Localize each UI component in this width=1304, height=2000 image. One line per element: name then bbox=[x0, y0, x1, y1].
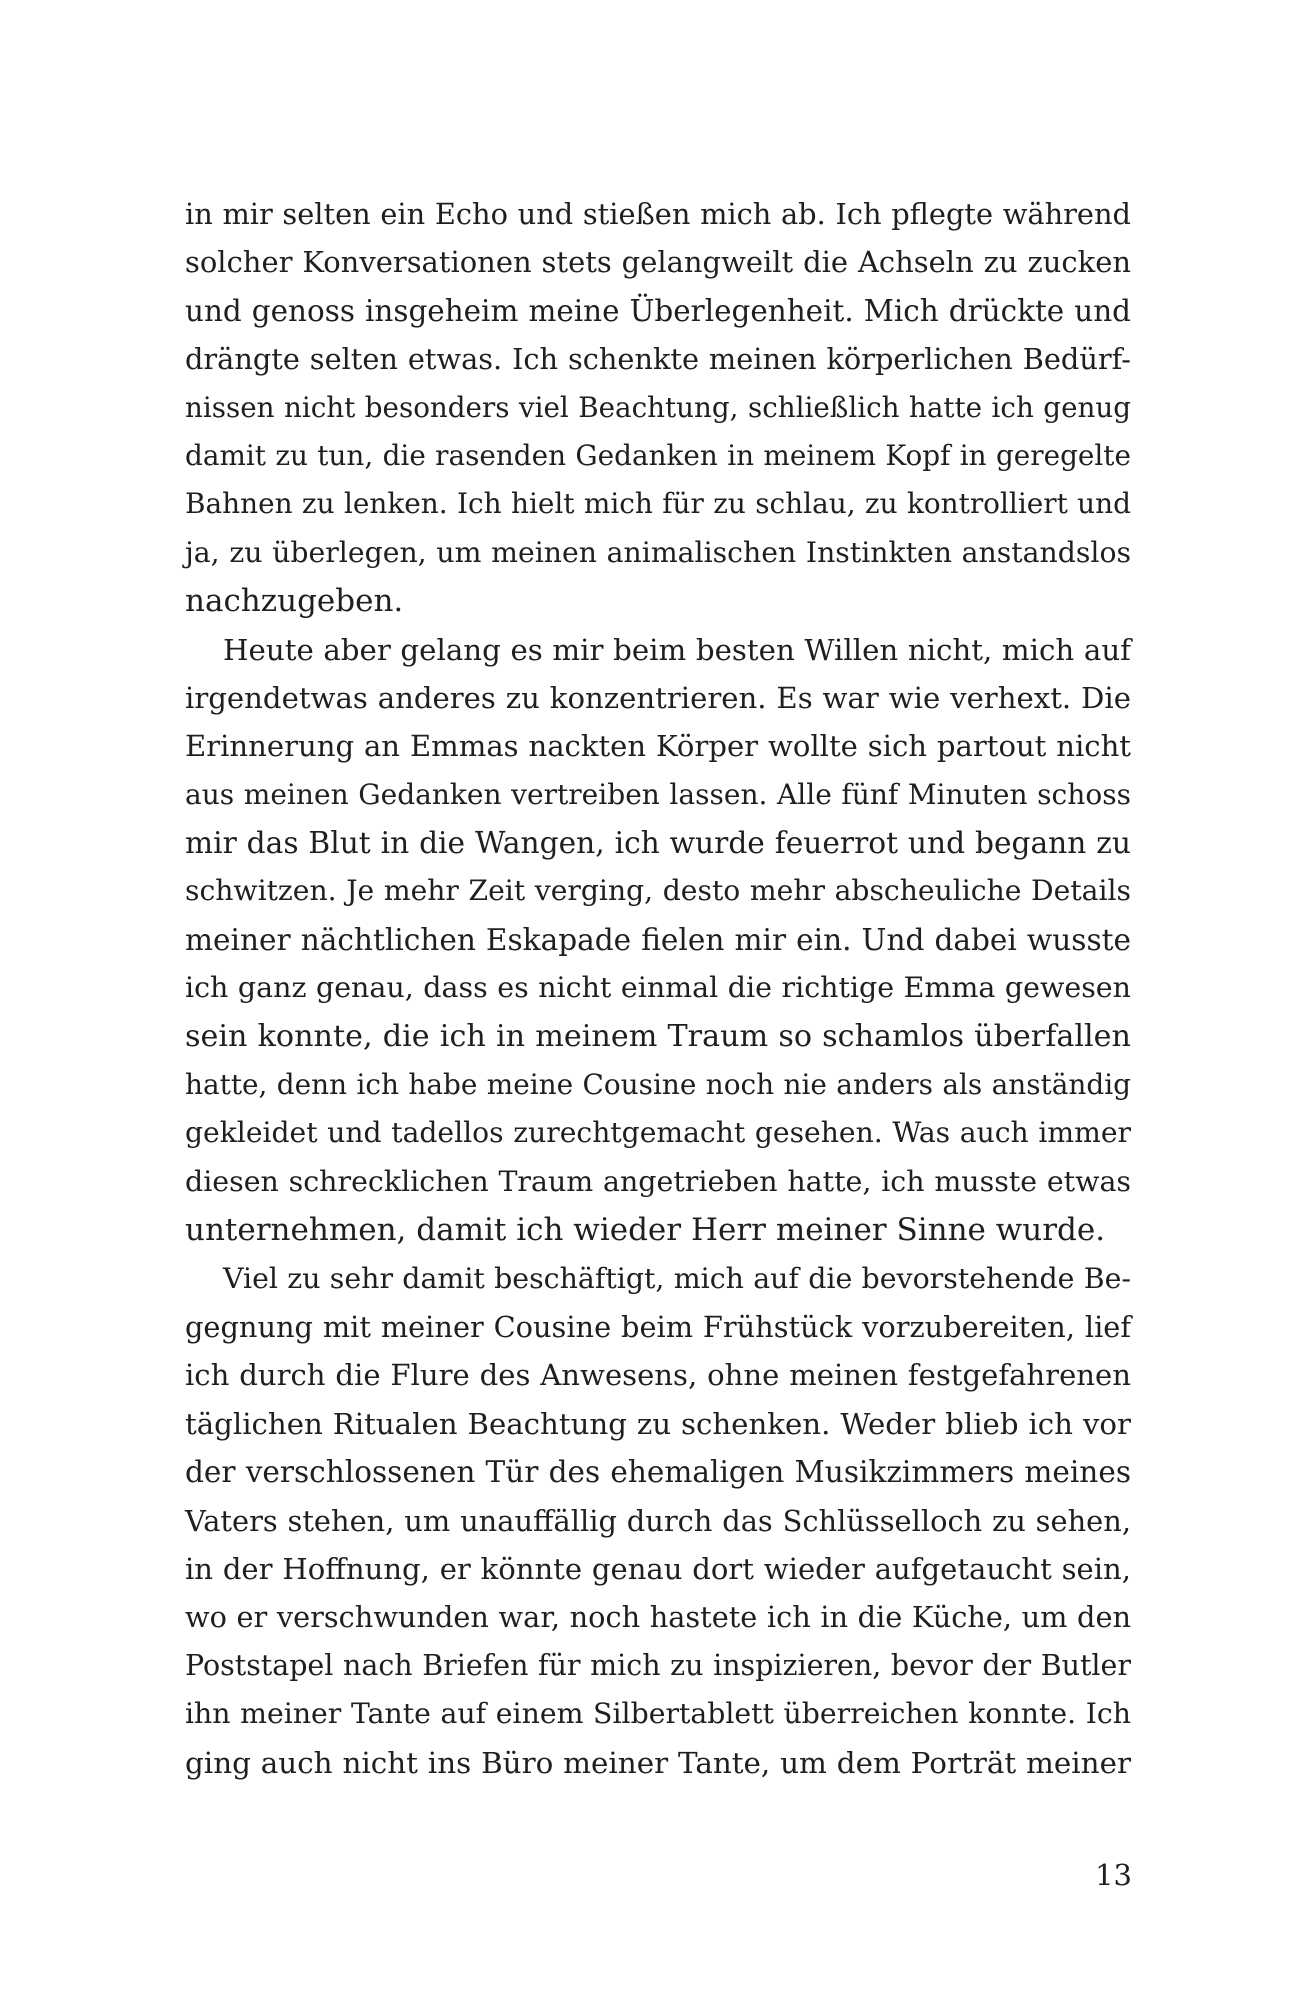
text-line: in mir selten ein Echo und stießen mich ab. Ich pflegte während bbox=[185, 197, 1131, 231]
text-line: hatte, denn ich habe meine Cousine noch nie anders als anständig bbox=[185, 1068, 1131, 1102]
text-line: in der Hoffnung, er könnte genau dort wieder aufgetaucht sein, bbox=[185, 1551, 1131, 1586]
text-line: ja, zu überlegen, um meinen animalischen Instinkten anstandslos bbox=[185, 535, 1131, 569]
text-line: ich ganz genau, dass es nicht einmal die richtige Emma gewesen bbox=[185, 971, 1131, 1005]
paragraph-3 bbox=[185, 1255, 1131, 1787]
text-line: drängte selten etwas. Ich schenkte meinen körperlichen Bedürf- bbox=[185, 342, 1131, 377]
text-line: Erinnerung an Emmas nackten Körper wollte sich partout nicht bbox=[185, 729, 1131, 764]
text-line: sein konnte, die ich in meinem Traum so schamlos überfallen bbox=[185, 1018, 1131, 1054]
text-line: Bahnen zu lenken. Ich hielt mich für zu schlau, zu kontrolliert und bbox=[185, 487, 1131, 521]
page-number: 13 bbox=[1095, 1858, 1132, 1892]
paragraph-2 bbox=[185, 626, 1131, 1255]
text-line: ihn meiner Tante auf einem Silbertablett überreichen konnte. Ich bbox=[185, 1697, 1131, 1731]
text-line: ich durch die Flure des Anwesens, ohne meinen festgefahrenen bbox=[185, 1358, 1131, 1393]
text-line: meiner nächtlichen Eskapade fielen mir ein. Und dabei wusste bbox=[185, 922, 1131, 957]
text-line: Heute aber gelang es mir beim besten Willen nicht, mich auf bbox=[223, 632, 1131, 667]
text-line: der verschlossenen Tür des ehemaligen Musikzimmers meines bbox=[185, 1455, 1131, 1490]
text-line: nissen nicht besonders viel Beachtung, schließlich hatte ich genug bbox=[185, 390, 1131, 424]
body-text bbox=[185, 190, 1131, 1787]
text-line: Poststapel nach Briefen für mich zu inspizieren, bevor der Butler bbox=[185, 1648, 1131, 1682]
text-line: schwitzen. Je mehr Zeit verging, desto mehr abscheuliche Details bbox=[185, 874, 1131, 908]
text-line: aus meinen Gedanken vertreiben lassen. Alle fünf Minuten schoss bbox=[185, 777, 1131, 811]
text-line: gegnung mit meiner Cousine beim Frühstück vorzubereiten, lief bbox=[185, 1309, 1131, 1344]
text-line: täglichen Ritualen Beachtung zu schenken. Weder blieb ich vor bbox=[185, 1406, 1131, 1441]
text-line: Viel zu sehr damit beschäftigt, mich auf die bevorstehende Be- bbox=[223, 1261, 1131, 1295]
text-line: Vaters stehen, um unauffällig durch das Schlüsselloch zu sehen, bbox=[185, 1503, 1131, 1538]
text-line: unternehmen, damit ich wieder Herr meiner Sinne wurde. bbox=[185, 1212, 1106, 1249]
text-line: mir das Blut in die Wangen, ich wurde feuerrot und begann zu bbox=[185, 825, 1131, 861]
text-line: damit zu tun, die rasenden Gedanken in meinem Kopf in geregelte bbox=[185, 438, 1131, 472]
text-line: solcher Konversationen stets gelangweilt die Achseln zu zucken bbox=[185, 245, 1131, 280]
text-line: gekleidet und tadellos zurechtgemacht gesehen. Was auch immer bbox=[185, 1116, 1131, 1150]
text-line: irgendetwas anderes zu konzentrieren. Es war wie verhext. Die bbox=[185, 680, 1131, 715]
text-line: nachzugeben. bbox=[185, 583, 404, 620]
text-line: wo er verschwunden war, noch hastete ich in die Küche, um den bbox=[185, 1600, 1131, 1635]
text-line: diesen schrecklichen Traum angetrieben hatte, ich musste etwas bbox=[185, 1164, 1131, 1198]
text-line: und genoss insgeheim meine Überlegenheit. Mich drückte und bbox=[185, 293, 1131, 328]
paragraph-1 bbox=[185, 190, 1131, 626]
text-line: ging auch nicht ins Büro meiner Tante, um dem Porträt meiner bbox=[185, 1745, 1131, 1780]
